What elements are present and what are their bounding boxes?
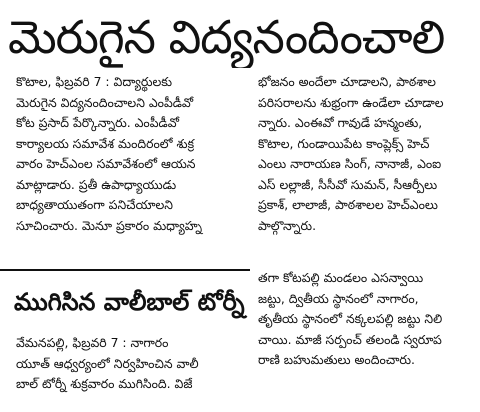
story1-right-line: ఎంలు నారాయణ సింగ్, నానాజీ, ఎంఐ (258, 156, 442, 171)
story1-left-column (16, 72, 248, 236)
story1-right-line: కొటాల, గుండాయిపేట కాంప్లెక్స్ హెచ్ (258, 135, 430, 151)
second-headline: ముగిసిన వాలీబాల్ టోర్నీ (14, 288, 245, 316)
story2-left-line: వేమనపల్లి, ఫిబ్రవరి 7 : నాగారం (16, 335, 169, 350)
story1-right-line: పరిసరాలను శుభ్రంగా ఉండేలా చూడాల (258, 94, 444, 110)
story1-left-line: కోట ప్రసాద్ పేర్కొన్నారు. ఎంపీడీవో (16, 115, 179, 130)
story1-right-line: న్నారు. ఎంఈవో గావుడే హన్మంతు, (258, 115, 423, 130)
main-headline: మెరుగైన విద్యనందించాలి (8, 10, 445, 64)
story1-left-line: కొటాల, ఫిబ్రవరి 7 : విద్యార్థులకు (16, 74, 173, 89)
story2-right-line: తృతీయ స్థానంలో నక్కలపల్లి జట్టు నిలి (258, 311, 443, 326)
story1-left-line: మెరుగైన విద్యనందించాలని ఎంపీడీవో (16, 94, 194, 110)
story1-left-line: బాధ్యతాయుతంగా పనిచేయాలని (16, 197, 173, 212)
section-divider (0, 269, 250, 271)
story1-right-line: పాల్గొన్నారు. (258, 217, 317, 233)
story2-left-line: బాల్ టోర్నీ శుక్రవారం ముగిసింది. విజే (16, 376, 193, 391)
story1-right-column (258, 72, 478, 236)
story1-left-line: మాట్లాడారు. ప్రతీ ఉపాధ్యాయుడు (16, 176, 177, 192)
story1-left-line: కార్యాలయ సమావేశ మందిరంలో శుక్ర (16, 135, 195, 151)
story1-right-line: ఎస్ లల్లాజీ, సీసీవో సుమన్, సీఆర్పీలు (258, 176, 438, 192)
story1-left-line: వారం హెచ్ఎంల సమావేశంలో ఆయన (16, 156, 196, 171)
story2-right-line: జట్టు, ద్వితీయ స్థానంలో నాగారం, (258, 290, 419, 306)
story2-left-line: యూత్ ఆధ్వర్యంలో నిర్వహించిన వాలీ (16, 355, 199, 371)
story1-left-line: సూచించారు. మెనూ ప్రకారం మధ్యాహ్న (16, 217, 203, 233)
story2-right-line: తగా కోటపల్లి మండలం ఎసన్వాయి (258, 270, 424, 285)
story1-right-line: భోజనం అందేలా చూడాలని, పాఠశాల (258, 74, 436, 89)
story2-right-line: రాణి బహుమతులు అందించారు. (258, 352, 415, 367)
story1-right-line: ప్రకాశ్, లాలాజీ, పాఠశాలల హెచ్ఎంలు (258, 197, 438, 212)
story2-right-line: చాయి. మాజీ సర్పంచ్ తలండి స్వరూప (258, 331, 442, 347)
story2-right-column (258, 268, 478, 371)
story2-left-column (16, 333, 248, 395)
